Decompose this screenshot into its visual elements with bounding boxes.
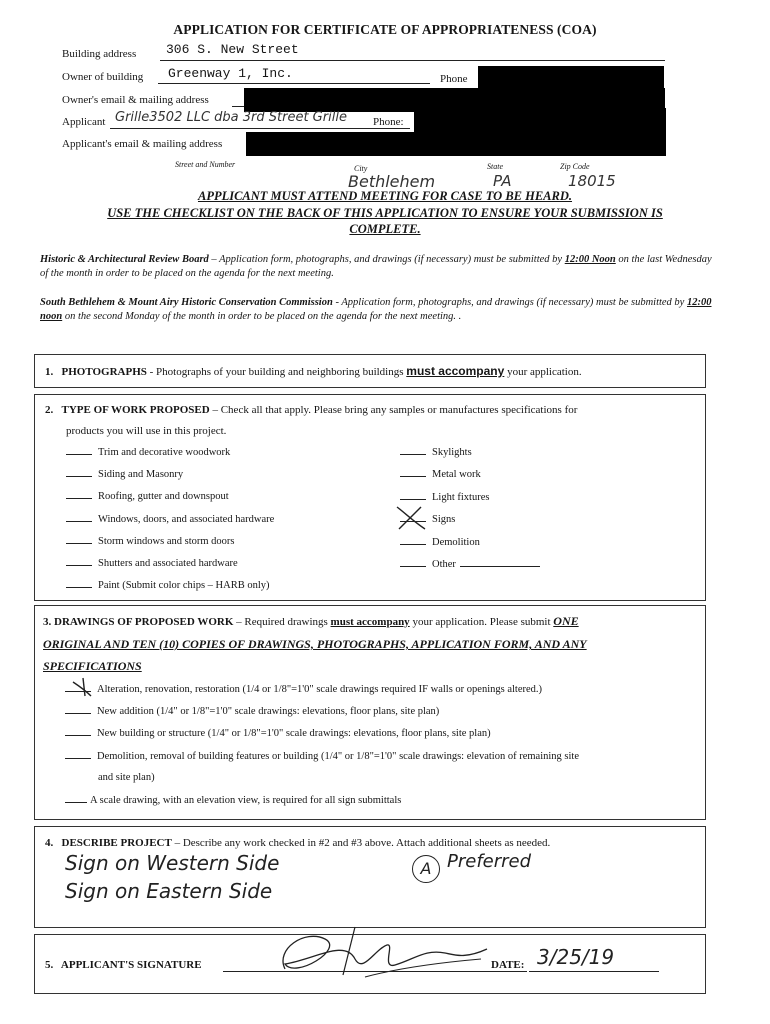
other-line[interactable] xyxy=(460,566,540,567)
sec1-text2: your application. xyxy=(504,366,582,378)
harb-text2: on the last Wednesday of the month in order to be placed on the agenda for the next meeting. xyxy=(40,254,712,279)
city-label: City xyxy=(354,164,368,173)
drawing-item-demolition[interactable]: Demolition, removal of building features or building (1/4" or 1/8"=1'0" scale drawings: elevation of remaining site xyxy=(65,751,579,762)
applicant-signature-mark xyxy=(255,919,495,989)
applicant-line xyxy=(110,128,410,129)
sbhcc-text2: on the second Monday of the month in order to be placed on the agenda for the next meeting. . xyxy=(62,311,462,322)
checkbox-blank[interactable] xyxy=(66,521,92,522)
work-item-shutters[interactable]: Shutters and associated hardware xyxy=(66,558,238,569)
form-title: APPLICATION FOR CERTIFICATE OF APPROPRIATENESS (COA) xyxy=(173,22,597,37)
sec1-num: 1. xyxy=(45,366,54,378)
harb-name: Historic & Architectural Review Board xyxy=(40,254,209,265)
sec2-text-line2: products you will use in this project. xyxy=(66,425,227,437)
sec2-text: – Check all that apply. Please bring any samples or manufactures specifications for xyxy=(209,404,578,416)
work-item-signs[interactable]: Signs xyxy=(400,514,455,525)
sec3-emph: must accompany xyxy=(330,616,410,628)
checkbox-blank[interactable] xyxy=(65,802,87,803)
checkbox-blank[interactable] xyxy=(400,544,426,545)
sec3-text2: your application. Please submit xyxy=(409,616,554,628)
work-item-light[interactable]: Light fixtures xyxy=(400,492,489,503)
sec1-emph: must accompany xyxy=(406,364,505,378)
section-drawings xyxy=(34,605,706,820)
checkbox-blank[interactable] xyxy=(66,454,92,455)
work-item-metal[interactable]: Metal work xyxy=(400,469,481,480)
harb-deadline: 12:00 Noon xyxy=(564,254,616,265)
checkbox-blank[interactable] xyxy=(400,499,426,500)
sbhcc-text: - Application form, photographs, and drawings (if necessary) must be submitted by xyxy=(332,297,687,308)
building-address-value[interactable]: 306 S. New Street xyxy=(166,42,299,57)
section-type-of-work xyxy=(34,394,706,601)
harb-paragraph xyxy=(40,253,712,281)
redaction-applicant-phone xyxy=(414,108,666,134)
section-signature xyxy=(34,934,706,994)
checkbox-blank[interactable] xyxy=(65,758,91,759)
drawing-item-demolition-cont: and site plan) xyxy=(98,772,155,783)
work-item-roofing[interactable]: Roofing, gutter and downspout xyxy=(66,491,229,502)
alteration-check-mark-icon xyxy=(69,676,97,698)
sec3-line3: SPECIFICATIONS xyxy=(43,659,142,673)
drawing-item-sign-scale[interactable]: A scale drawing, with an elevation view, is required for all sign submittals xyxy=(65,795,401,806)
notice-line1: APPLICANT MUST ATTEND MEETING FOR CASE TO BE HEARD. xyxy=(197,189,573,203)
sbhcc-paragraph xyxy=(40,296,712,324)
project-description-line2[interactable]: Sign on Eastern Side xyxy=(65,879,273,903)
work-item-trim[interactable]: Trim and decorative woodwork xyxy=(66,447,230,458)
phone-label: Phone xyxy=(440,73,468,85)
signs-check-mark-icon xyxy=(393,503,429,531)
date-label: DATE: xyxy=(491,959,525,971)
applicant-label: Applicant xyxy=(62,116,106,128)
work-item-siding[interactable]: Siding and Masonry xyxy=(66,469,183,480)
preferred-circle: A xyxy=(412,855,440,883)
date-value[interactable]: 3/25/19 xyxy=(537,945,615,969)
building-address-label: Building address xyxy=(62,48,137,60)
sec2-heading: TYPE OF WORK PROPOSED xyxy=(61,404,210,416)
applicant-email-label: Applicant's email & mailing address xyxy=(62,138,223,150)
sec1-heading: PHOTOGRAPHS xyxy=(61,366,147,378)
sec1-text: - Photographs of your building and neighboring buildings xyxy=(146,366,407,378)
sec3-text: – Required drawings xyxy=(233,616,331,628)
checkbox-blank[interactable] xyxy=(400,566,426,567)
state-value[interactable]: PA xyxy=(493,172,512,190)
drawing-item-new-building[interactable]: New building or structure (1/4" or 1/8"=1'0" scale drawings: elevations, floor plans, site plan) xyxy=(65,728,491,739)
sec4-text: – Describe any work checked in #2 and #3 above. Attach additional sheets as needed. xyxy=(171,837,551,849)
zip-label: Zip Code xyxy=(560,162,590,171)
work-item-paint[interactable]: Paint (Submit color chips – HARB only) xyxy=(66,580,270,591)
checkbox-blank[interactable] xyxy=(400,476,426,477)
redaction-owner-phone xyxy=(478,66,664,88)
sec3-line2: ORIGINAL AND TEN (10) COPIES OF DRAWINGS, PHOTOGRAPHS, APPLICATION FORM, AND ANY xyxy=(43,637,587,651)
applicant-value[interactable]: Grille3502 LLC dba 3rd Street Grille xyxy=(115,110,347,125)
redaction-applicant-email xyxy=(246,132,666,156)
sec2-num: 2. xyxy=(45,404,54,416)
checkbox-blank[interactable] xyxy=(65,713,91,714)
checkbox-blank[interactable] xyxy=(66,476,92,477)
checkbox-blank[interactable] xyxy=(400,454,426,455)
city-value[interactable]: Bethlehem xyxy=(348,172,436,191)
work-item-skylights[interactable]: Skylights xyxy=(400,447,472,458)
drawing-item-new-addition[interactable]: New addition (1/4" or 1/8"=1'0" scale drawings: elevations, floor plans, site plan) xyxy=(65,706,439,717)
sec3-num: 3. xyxy=(43,616,52,628)
sbhcc-deadline: 12:00 noon xyxy=(40,297,712,322)
building-address-line xyxy=(160,60,665,61)
project-description-line1[interactable]: Sign on Western Side xyxy=(65,851,280,875)
project-description-preferred[interactable]: Preferred xyxy=(447,851,532,872)
state-label: State xyxy=(487,162,503,171)
work-item-demolition[interactable]: Demolition xyxy=(400,537,480,548)
owner-email-line xyxy=(232,106,244,107)
checkbox-blank[interactable] xyxy=(65,735,91,736)
notice-line3: COMPLETE. xyxy=(349,222,421,236)
owner-value[interactable]: Greenway 1, Inc. xyxy=(168,66,293,81)
work-item-windows[interactable]: Windows, doors, and associated hardware xyxy=(66,514,274,525)
sec5-num: 5. xyxy=(45,959,54,971)
checkbox-blank[interactable] xyxy=(66,543,92,544)
owner-line xyxy=(158,83,430,84)
work-item-other[interactable]: Other xyxy=(400,559,540,570)
drawing-item-alteration[interactable]: Alteration, renovation, restoration (1/4 or 1/8"=1'0" scale drawings required IF walls or openings altered.) xyxy=(65,684,542,695)
sec3-heading: DRAWINGS OF PROPOSED WORK xyxy=(54,616,234,628)
street-label: Street and Number xyxy=(175,160,236,169)
section-photographs xyxy=(34,354,706,388)
sec3-one: ONE xyxy=(553,614,579,628)
checkbox-blank[interactable] xyxy=(66,587,92,588)
checkbox-blank[interactable] xyxy=(66,565,92,566)
signature-label: APPLICANT'S SIGNATURE xyxy=(60,959,202,971)
notice-line2: USE THE CHECKLIST ON THE BACK OF THIS APPLICATION TO ENSURE YOUR SUBMISSION IS xyxy=(107,206,663,220)
owner-email-label: Owner's email & mailing address xyxy=(62,94,209,106)
sec4-heading: DESCRIBE PROJECT xyxy=(61,837,172,849)
harb-text: – Application form, photographs, and drawings (if necessary) must be submitted by xyxy=(208,254,565,265)
applicant-phone-label: Phone: xyxy=(373,116,404,128)
zip-value[interactable]: 18015 xyxy=(568,172,616,190)
work-item-storm[interactable]: Storm windows and storm doors xyxy=(66,536,235,547)
sec4-num: 4. xyxy=(45,837,54,849)
owner-label: Owner of building xyxy=(62,71,144,83)
checkbox-blank[interactable] xyxy=(66,498,92,499)
sbhcc-name: South Bethlehem & Mount Airy Historic Conservation Commission xyxy=(40,297,333,308)
date-line xyxy=(529,971,659,972)
section-describe-project xyxy=(34,826,706,928)
